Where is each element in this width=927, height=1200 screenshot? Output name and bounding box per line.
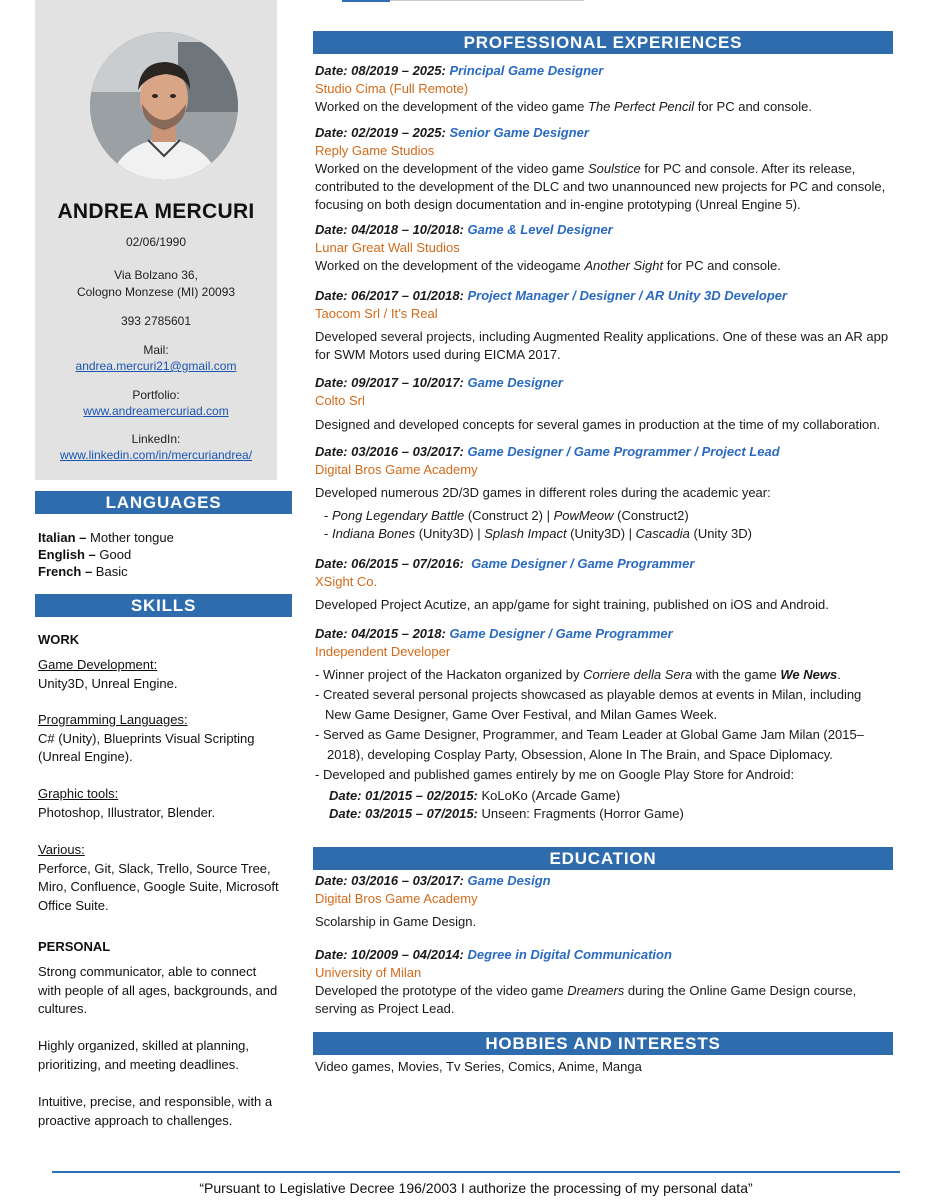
entry-role: Game & Level Designer — [467, 222, 613, 237]
linkedin-label: LinkedIn: — [131, 432, 181, 446]
profile-photo-illustration — [90, 32, 238, 180]
entry-company: Reply Game Studios — [315, 143, 435, 158]
entry-bullet: - Developed and published games entirely by me on Google Play Store for Android: — [315, 767, 795, 782]
experience-header: PROFESSIONAL EXPERIENCES — [313, 31, 893, 54]
candidate-name: ANDREA MERCURI — [57, 200, 255, 223]
skill-programming — [38, 711, 288, 767]
education-entry — [315, 872, 900, 931]
published-game: Date: 03/2015 – 07/2015: Unseen: Fragments (Horror Game) — [329, 806, 684, 821]
top-divider-line — [390, 0, 584, 1]
language-level: Basic — [92, 564, 128, 579]
entry-company: Studio Cima (Full Remote) — [315, 81, 469, 96]
profile-photo — [90, 32, 238, 180]
entry-role: Game Design — [467, 873, 551, 888]
entry-date: Date: 04/2015 – 2018: — [315, 626, 446, 641]
hobbies-text: Video games, Movies, Tv Series, Comics, Anime, Manga — [315, 1059, 642, 1074]
entry-role: Principal Game Designer — [449, 63, 604, 78]
entry-description: Developed numerous 2D/3D games in different roles during the academic year: — [315, 485, 771, 500]
privacy-consent: “Pursuant to Legislative Decree 196/2003 I authorize the processing of my personal data” — [199, 1180, 753, 1196]
entry-date: Date: 04/2018 – 10/2018: — [315, 222, 464, 237]
skill-graphic-tools — [38, 785, 288, 822]
entry-description: Worked on the development of the videogame Another Sight for PC and console. — [315, 258, 781, 273]
personal-trait: Intuitive, precise, and responsible, with a proactive approach to challenges. — [38, 1094, 273, 1128]
entry-date: Date: 10/2009 – 04/2014: — [315, 947, 464, 962]
entry-role: Degree in Digital Communication — [467, 947, 672, 962]
experience-entry — [315, 625, 900, 823]
entry-school: University of Milan — [315, 965, 422, 980]
entry-description: Developed the prototype of the video game Dreamers during the Online Game Design course, serving as Project Lead. — [315, 983, 857, 1016]
entry-company: Lunar Great Wall Studios — [315, 240, 460, 255]
skill-various — [38, 841, 288, 915]
skill-label: Various: — [38, 842, 85, 857]
entry-date: Date: 06/2017 – 01/2018: — [315, 288, 464, 303]
entry-company: Taocom Srl / It’s Real — [315, 306, 438, 321]
portfolio-label: Portfolio: — [132, 388, 180, 402]
entry-date: Date: 03/2016 – 03/2017: — [315, 873, 464, 888]
personal-trait: Strong communicator, able to connect with people of all ages, backgrounds, and cultures. — [38, 964, 278, 1016]
entry-role: Game Designer / Game Programmer / Project Lead — [467, 444, 780, 459]
project-list-line: - Indiana Bones (Unity3D) | Splash Impact (Unity3D) | Cascadia (Unity 3D) — [324, 526, 752, 541]
entry-role: Game Designer / Game Programmer — [471, 556, 695, 571]
entry-date: Date: 08/2019 – 2025: — [315, 63, 446, 78]
entry-date: Date: 09/2017 – 10/2017: — [315, 375, 464, 390]
skills-header: SKILLS — [35, 594, 292, 617]
entry-description: Worked on the development of the video game The Perfect Pencil for PC and console. — [315, 99, 812, 114]
entry-date: Date: 06/2015 – 07/2016: — [315, 556, 464, 571]
personal-trait: Highly organized, skilled at planning, prioritizing, and meeting deadlines. — [38, 1038, 250, 1072]
entry-description: Developed several projects, including Augmented Reality applications. One of these was an AR app for SWM Motors used during EICMA 2017. — [315, 329, 889, 362]
education-header: EDUCATION — [313, 847, 893, 870]
experience-entry — [315, 287, 900, 364]
skills-work-heading: WORK — [38, 632, 80, 647]
experience-entry — [315, 555, 900, 614]
email-link[interactable]: andrea.mercuri21@gmail.com — [75, 359, 237, 373]
mail-label: Mail: — [143, 343, 169, 357]
entry-description: Developed Project Acutize, an app/game for sight training, published on iOS and Android. — [315, 597, 829, 612]
skill-value: Unity3D, Unreal Engine. — [38, 675, 178, 691]
experience-entry — [315, 62, 900, 116]
project-list-line: - Pong Legendary Battle (Construct 2) | PowMeow (Construct2) — [324, 508, 689, 523]
language-level: Good — [95, 547, 132, 562]
experience-entry — [315, 443, 900, 543]
skill-value: C# (Unity), Blueprints Visual Scripting (Unreal Engine). — [38, 730, 255, 764]
experience-entry — [315, 374, 900, 434]
language-level: Mother tongue — [86, 530, 174, 545]
skill-label: Graphic tools: — [38, 786, 119, 801]
entry-role: Game Designer — [467, 375, 563, 390]
entry-company: Independent Developer — [315, 644, 451, 659]
phone: 393 2785601 — [120, 314, 192, 328]
entry-bullet: - Served as Game Designer, Programmer, and Team Leader at Global Game Jam Milan (2015–2018), developing Cosplay Party, Obsession, Alone In The Brain, and Space Diplomacy. — [315, 727, 864, 762]
entry-bullet: - Created several personal projects showcased as playable demos at events in Milan, including New Game Designer, Game Over Festival, and Milan Games Week. — [315, 687, 862, 722]
entry-date: Date: 02/2019 – 2025: — [315, 125, 446, 140]
address-line-2: Cologno Monzese (MI) 20093 — [76, 285, 236, 299]
skill-label: Programming Languages: — [38, 712, 188, 727]
entry-role: Game Designer / Game Programmer — [449, 626, 673, 641]
footer-divider — [52, 1171, 900, 1173]
entry-school: Digital Bros Game Academy — [315, 891, 478, 906]
skills-personal-heading: PERSONAL — [38, 939, 111, 954]
language-item — [38, 529, 174, 546]
top-accent-line — [342, 0, 390, 2]
entry-bullet: - Winner project of the Hackaton organized by Corriere della Sera with the game We News. — [315, 667, 841, 682]
skill-label: Game Development: — [38, 657, 158, 672]
languages-header: LANGUAGES — [35, 491, 292, 514]
portfolio-link[interactable]: www.andreamercuriad.com — [83, 404, 229, 418]
language-item — [38, 563, 128, 580]
experience-entry — [315, 124, 900, 214]
skill-value: Perforce, Git, Slack, Trello, Source Tree, Miro, Confluence, Google Suite, Microsoft Office Suite. — [38, 860, 279, 913]
entry-company: Digital Bros Game Academy — [315, 462, 478, 477]
entry-company: Colto Srl — [315, 393, 365, 408]
language-item — [38, 546, 131, 563]
entry-role: Senior Game Designer — [449, 125, 589, 140]
entry-role: Project Manager / Designer / AR Unity 3D Developer — [467, 288, 788, 303]
address-line-1: Via Bolzano 36, — [114, 268, 198, 282]
entry-date: Date: 03/2016 – 03/2017: — [315, 444, 464, 459]
language-name: Italian – — [38, 530, 87, 545]
entry-description: Worked on the development of the video game Soulstice for PC and console. After its release, contributed to the development of the DLC and two unannounced new projects for PC and console, focusing on both design documentation and in-engine prototyping (Unreal Engine 5). — [315, 161, 886, 212]
linkedin-link[interactable]: www.linkedin.com/in/mercuriandrea/ — [59, 448, 253, 462]
skill-game-development — [38, 656, 288, 693]
birthdate: 02/06/1990 — [125, 235, 187, 249]
hobbies-header: HOBBIES AND INTERESTS — [313, 1032, 893, 1055]
experience-entry — [315, 221, 900, 275]
published-game: Date: 01/2015 – 02/2015: KoLoKo (Arcade Game) — [329, 788, 621, 803]
skill-value: Photoshop, Illustrator, Blender. — [38, 804, 216, 820]
entry-company: XSight Co. — [315, 574, 378, 589]
language-name: French – — [38, 564, 93, 579]
language-name: English – — [38, 547, 96, 562]
entry-description: Scolarship in Game Design. — [315, 914, 477, 929]
entry-description: Designed and developed concepts for several games in production at the time of my collaboration. — [315, 417, 881, 432]
education-entry — [315, 946, 900, 1018]
